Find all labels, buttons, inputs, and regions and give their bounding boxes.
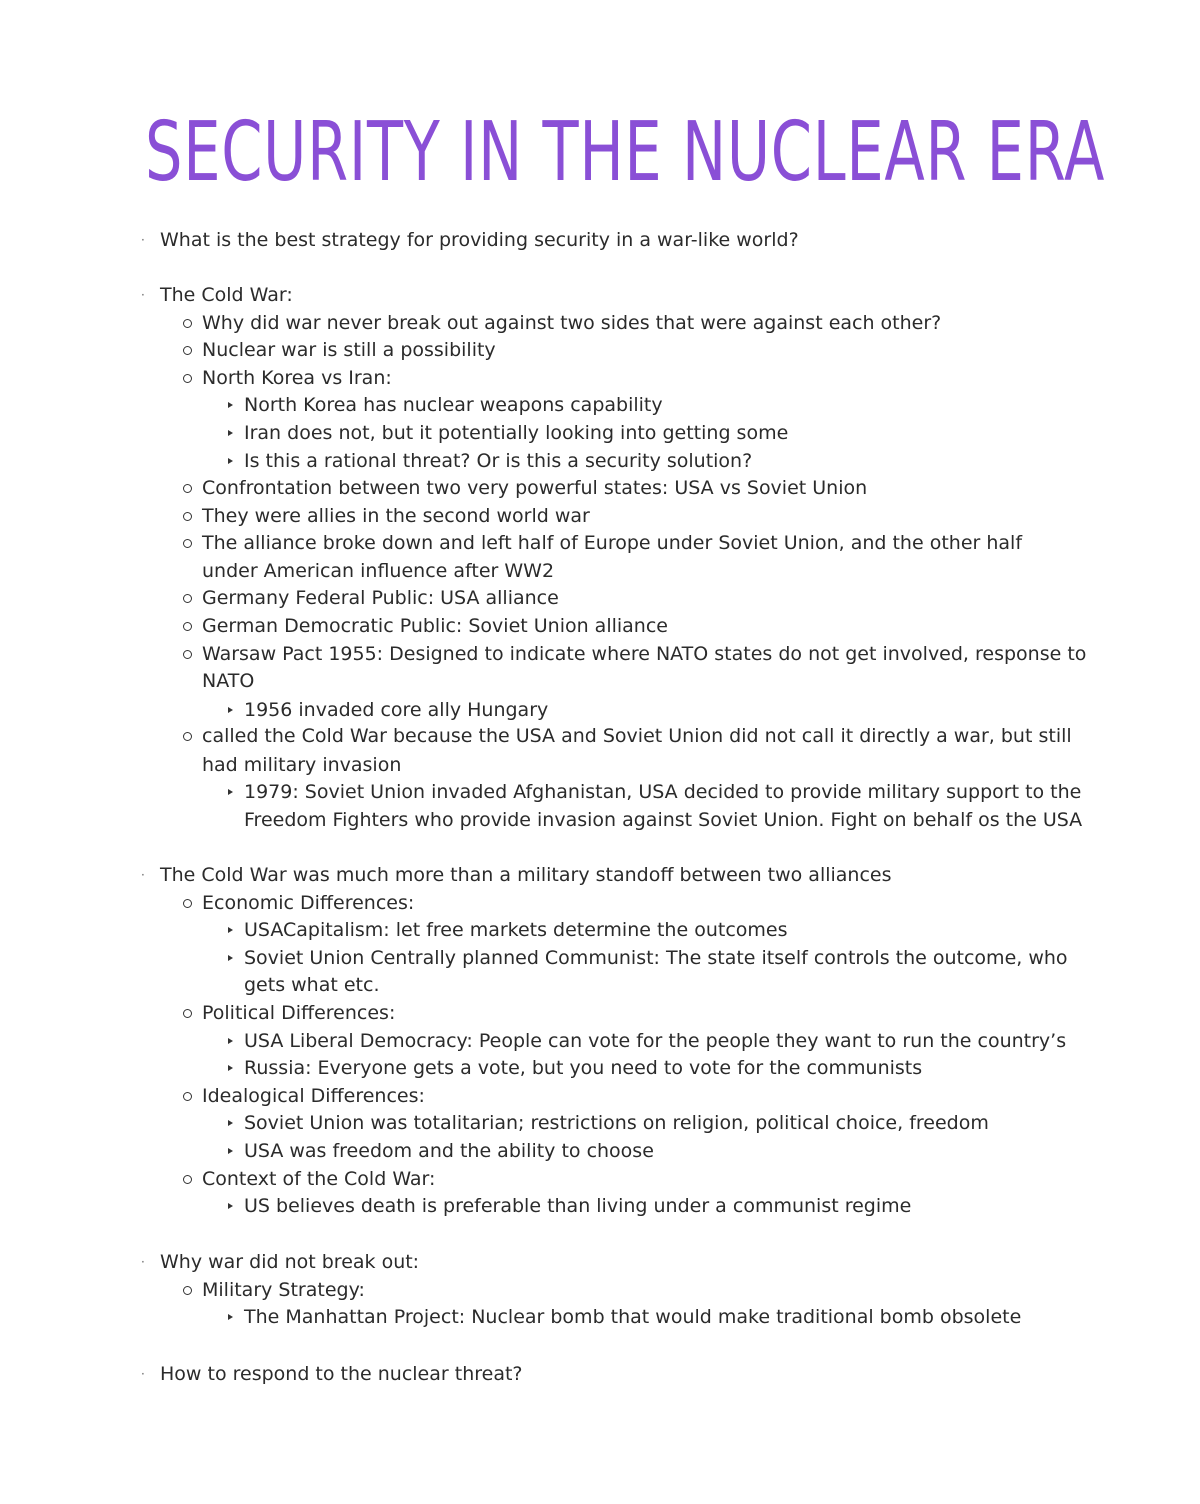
note-line: under American influence after WW2 bbox=[202, 560, 555, 582]
note-line: Russia: Everyone gets a vote, but you need to vote for the communists bbox=[244, 1057, 923, 1079]
note-line: Confrontation between two very powerful states: USA vs Soviet Union bbox=[202, 477, 868, 499]
note-line: Is this a rational threat? Or is this a security solution? bbox=[244, 450, 753, 472]
bullet-dot-icon: · bbox=[141, 1367, 145, 1381]
note-line: USACapitalism: let free markets determine the outcomes bbox=[244, 919, 788, 941]
note-line: Soviet Union was totalitarian; restrictions on religion, political choice, freedom bbox=[244, 1112, 989, 1134]
triangle-bullet-icon bbox=[228, 1314, 233, 1320]
circle-bullet-icon bbox=[183, 594, 192, 603]
note-line: US believes death is preferable than living under a communist regime bbox=[244, 1195, 912, 1217]
triangle-bullet-icon bbox=[228, 927, 233, 933]
circle-bullet-icon bbox=[183, 732, 192, 741]
circle-bullet-icon bbox=[183, 346, 192, 355]
note-line: 1979: Soviet Union invaded Afghanistan, USA decided to provide military support to the bbox=[244, 781, 1082, 803]
bullet-dot-icon: · bbox=[141, 233, 145, 247]
triangle-bullet-icon bbox=[228, 707, 233, 713]
note-line: North Korea vs Iran: bbox=[202, 367, 392, 389]
circle-bullet-icon bbox=[183, 319, 192, 328]
bullet-dot-icon: · bbox=[141, 288, 145, 302]
note-line: had military invasion bbox=[202, 754, 402, 776]
triangle-bullet-icon bbox=[228, 430, 233, 436]
triangle-bullet-icon bbox=[228, 402, 233, 408]
bullet-dot-icon: · bbox=[141, 868, 145, 882]
circle-bullet-icon bbox=[183, 650, 192, 659]
triangle-bullet-icon bbox=[228, 789, 233, 795]
note-line: What is the best strategy for providing security in a war-like world? bbox=[160, 229, 799, 251]
note-line: USA Liberal Democracy: People can vote for the people they want to run the country’s bbox=[244, 1030, 1067, 1052]
note-line: Political Differences: bbox=[202, 1002, 396, 1024]
note-line: Soviet Union Centrally planned Communist: The state itself controls the outcome, who bbox=[244, 947, 1068, 969]
note-line: German Democratic Public: Soviet Union alliance bbox=[202, 615, 668, 637]
note-line: NATO bbox=[202, 670, 255, 692]
note-line: The Cold War was much more than a military standoff between two alliances bbox=[160, 864, 892, 886]
note-line: The Manhattan Project: Nuclear bomb that would make traditional bomb obsolete bbox=[244, 1306, 1022, 1328]
circle-bullet-icon bbox=[183, 484, 192, 493]
note-line: Idealogical Differences: bbox=[202, 1085, 425, 1107]
triangle-bullet-icon bbox=[228, 1065, 233, 1071]
note-line: Context of the Cold War: bbox=[202, 1168, 436, 1190]
circle-bullet-icon bbox=[183, 374, 192, 383]
note-line: Iran does not, but it potentially looking into getting some bbox=[244, 422, 789, 444]
bullet-dot-icon: · bbox=[141, 1255, 145, 1269]
note-line: North Korea has nuclear weapons capability bbox=[244, 394, 663, 416]
note-line: Economic Differences: bbox=[202, 892, 415, 914]
note-line: Warsaw Pact 1955: Designed to indicate where NATO states do not get involved, response to bbox=[202, 643, 1087, 665]
circle-bullet-icon bbox=[183, 1009, 192, 1018]
triangle-bullet-icon bbox=[228, 1038, 233, 1044]
triangle-bullet-icon bbox=[228, 1148, 233, 1154]
note-line: Nuclear war is still a possibility bbox=[202, 339, 496, 361]
note-line: 1956 invaded core ally Hungary bbox=[244, 699, 549, 721]
note-line: Why war did not break out: bbox=[160, 1251, 420, 1273]
note-line: called the Cold War because the USA and Soviet Union did not call it directly a war, but still bbox=[202, 725, 1072, 747]
triangle-bullet-icon bbox=[228, 1203, 233, 1209]
note-line: Military Strategy: bbox=[202, 1279, 365, 1301]
circle-bullet-icon bbox=[183, 1092, 192, 1101]
triangle-bullet-icon bbox=[228, 955, 233, 961]
note-line: USA was freedom and the ability to choose bbox=[244, 1140, 654, 1162]
page-title: SECURITY IN THE NUCLEAR ERA bbox=[145, 105, 1106, 200]
note-line: They were allies in the second world war bbox=[202, 505, 590, 527]
triangle-bullet-icon bbox=[228, 458, 233, 464]
circle-bullet-icon bbox=[183, 539, 192, 548]
triangle-bullet-icon bbox=[228, 1120, 233, 1126]
note-line: Freedom Fighters who provide invasion against Soviet Union. Fight on behalf os the USA bbox=[244, 809, 1083, 831]
note-line: gets what etc. bbox=[244, 974, 380, 996]
note-line: How to respond to the nuclear threat? bbox=[160, 1363, 523, 1385]
note-line: Germany Federal Public: USA alliance bbox=[202, 587, 559, 609]
circle-bullet-icon bbox=[183, 512, 192, 521]
circle-bullet-icon bbox=[183, 622, 192, 631]
circle-bullet-icon bbox=[183, 899, 192, 908]
note-line: The alliance broke down and left half of Europe under Soviet Union, and the other half bbox=[202, 532, 1023, 554]
note-line: The Cold War: bbox=[160, 284, 293, 306]
circle-bullet-icon bbox=[183, 1286, 192, 1295]
note-line: Why did war never break out against two sides that were against each other? bbox=[202, 312, 942, 334]
circle-bullet-icon bbox=[183, 1175, 192, 1184]
